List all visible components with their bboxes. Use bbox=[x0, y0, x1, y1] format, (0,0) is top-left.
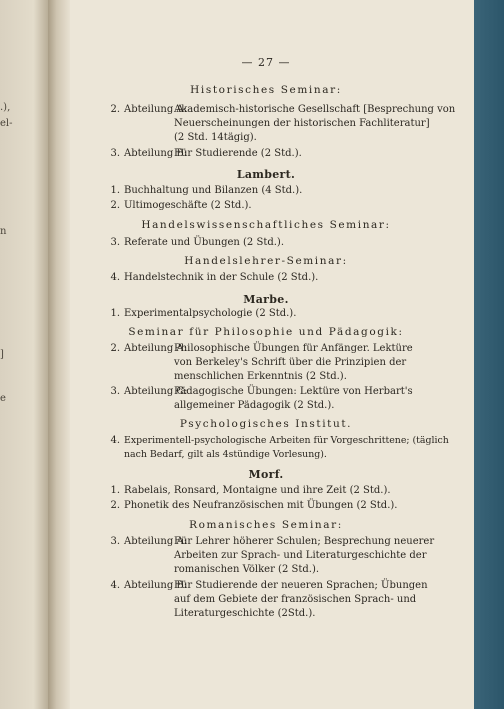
entry-text bbox=[174, 342, 426, 384]
entry-text bbox=[124, 236, 426, 250]
left-page-edge bbox=[0, 0, 48, 709]
entry-number: 3. bbox=[110, 237, 120, 248]
entry-line: auf dem Gebiete der französischen Sprach- und bbox=[174, 594, 417, 605]
entry-line: Referate und Übungen (2 Std.). bbox=[124, 237, 285, 248]
course-entry bbox=[106, 579, 426, 621]
entry-text bbox=[174, 103, 456, 145]
entry-label: Abteilung B: bbox=[124, 148, 188, 159]
section-heading: Psychologisches Institut. bbox=[179, 418, 353, 430]
entry-number: 2. bbox=[110, 104, 120, 115]
course-entry bbox=[106, 342, 426, 384]
entry-line: Ultimogeschäfte (2 Std.). bbox=[124, 200, 252, 211]
section-heading: Seminar für Philosophie und Pädagogik: bbox=[128, 326, 404, 338]
entry-line: Pädagogische Übungen: Lektüre von Herbart's bbox=[174, 386, 413, 397]
entry-line: Literaturgeschichte (2Std.). bbox=[174, 608, 316, 619]
entry-line: Buchhaltung und Bilanzen (4 Std.). bbox=[124, 185, 303, 196]
entry-text bbox=[124, 499, 426, 513]
entry-number: 2. bbox=[110, 500, 120, 511]
entry-line: allgemeiner Pädagogik (2 Std.). bbox=[174, 400, 335, 411]
lecturer-name: Marbe. bbox=[243, 293, 289, 306]
entry-line: Neuerscheinungen der historischen Fachliteratur] bbox=[174, 118, 430, 129]
background-edge bbox=[474, 0, 504, 709]
entry-text bbox=[124, 184, 426, 198]
entry-line: Für Studierende der neueren Sprachen; Übungen bbox=[174, 580, 428, 591]
entry-line: von Berkeley's Schrift über die Prinzipien der bbox=[174, 357, 407, 368]
entry-text bbox=[124, 484, 426, 498]
left-page-fragment: ] bbox=[0, 349, 4, 360]
entry-text bbox=[174, 579, 426, 621]
entry-line: (2 Std. 14tägig). bbox=[174, 132, 257, 143]
entry-label: Abteilung A: bbox=[124, 343, 188, 354]
entry-number: 4. bbox=[110, 580, 120, 591]
entry-label: Abteilung A: bbox=[124, 104, 188, 115]
entry-number: 4. bbox=[110, 435, 120, 446]
entry-line: Handelstechnik in der Schule (2 Std.). bbox=[124, 272, 319, 283]
section-heading: Handelswissenschaftliches Seminar: bbox=[141, 219, 391, 231]
entry-number: 3. bbox=[110, 386, 120, 397]
entry-line: romanischen Völker (2 Std.). bbox=[174, 564, 320, 575]
left-page-fragment: e bbox=[0, 393, 6, 404]
left-page-fragment: .), bbox=[0, 102, 11, 113]
course-entry bbox=[106, 434, 449, 462]
entry-line: Rabelais, Ronsard, Montaigne und ihre Zeit (2 Std.). bbox=[124, 485, 391, 496]
entry-number: 1. bbox=[110, 185, 120, 196]
entry-label: Abteilung A: bbox=[124, 536, 188, 547]
lecturer-name: Lambert. bbox=[236, 168, 296, 181]
entry-line: Für Lehrer höherer Schulen; Besprechung neuerer bbox=[174, 536, 435, 547]
entry-text bbox=[124, 307, 426, 321]
entry-number: 2. bbox=[110, 200, 120, 211]
entry-number: 1. bbox=[110, 485, 120, 496]
section-heading: Handelslehrer-Seminar: bbox=[184, 255, 348, 267]
entry-text bbox=[124, 199, 426, 213]
entry-line: Phonetik des Neufranzösischen mit Übungen (2 Std.). bbox=[124, 500, 398, 511]
entry-line: Experimentell-psychologische Arbeiten für Vorgeschrittene; (täglich bbox=[124, 435, 449, 446]
entry-text bbox=[124, 434, 449, 462]
entry-line: Philosophische Übungen für Anfänger. Lektüre bbox=[174, 343, 413, 354]
entry-line: Akademisch-historische Gesellschaft [Besprechung von bbox=[174, 104, 456, 115]
entry-number: 1. bbox=[110, 308, 120, 319]
entry-line: Arbeiten zur Sprach- und Literaturgeschichte der bbox=[174, 550, 427, 561]
entry-line: nach Bedarf, gilt als 4stündige Vorlesung). bbox=[124, 449, 327, 460]
section-heading: Romanisches Seminar: bbox=[189, 519, 343, 531]
lecturer-name: Morf. bbox=[248, 468, 284, 481]
course-entry bbox=[106, 103, 456, 145]
section-heading: Historisches Seminar: bbox=[190, 84, 342, 96]
entry-line: Experimentalpsychologie (2 Std.). bbox=[124, 308, 297, 319]
entry-line: menschlichen Erkenntnis (2 Std.). bbox=[174, 371, 347, 382]
entry-label: Abteilung C: bbox=[124, 386, 188, 397]
entry-label: Abteilung B: bbox=[124, 580, 188, 591]
course-entry bbox=[106, 385, 426, 413]
entry-text bbox=[174, 385, 426, 413]
left-page-fragment: el- bbox=[0, 118, 13, 129]
entry-text bbox=[174, 535, 435, 577]
left-page-fragment: n bbox=[0, 226, 7, 237]
entry-text bbox=[174, 147, 426, 161]
entry-text bbox=[124, 271, 426, 285]
course-entry bbox=[106, 535, 435, 577]
entry-number: 3. bbox=[110, 148, 120, 159]
entry-number: 4. bbox=[110, 272, 120, 283]
book-gutter bbox=[48, 0, 70, 709]
entry-line: Für Studierende (2 Std.). bbox=[174, 148, 302, 159]
entry-number: 2. bbox=[110, 343, 120, 354]
page-number: — 27 — bbox=[241, 56, 291, 69]
entry-number: 3. bbox=[110, 536, 120, 547]
